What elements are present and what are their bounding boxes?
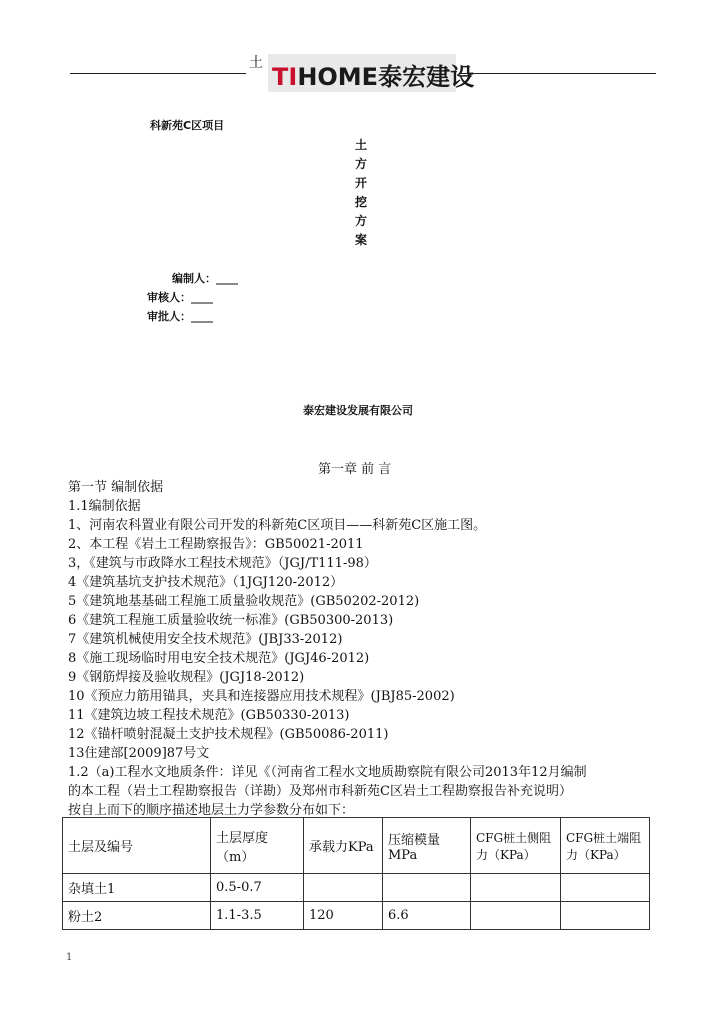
body-line: 1、河南农科置业有限公司开发的科新苑C区项目——科新苑C区施工图。 <box>68 518 487 533</box>
table-header-cell: 承载力KPa <box>304 818 383 874</box>
body-line: 8《施工现场临时用电安全技术规范》(JGJ46-2012) <box>68 651 370 666</box>
table-row <box>63 874 650 902</box>
table-cell <box>471 902 561 930</box>
approver-field: 审批人：____ <box>147 310 213 323</box>
table-cell: 0.5-0.7 <box>211 874 304 902</box>
body-line: 3，《建筑与市政降水工程技术规范》（JGJ/T111-98） <box>68 556 377 571</box>
project-name: 科新苑C区项目 <box>150 119 225 132</box>
body-line: 11《建筑边坡工程技术规范》(GB50330-2013) <box>68 708 350 723</box>
table-cell: 杂填土1 <box>63 874 211 902</box>
soil-parameter-table <box>62 817 650 930</box>
body-line: 9《钢筋焊接及验收规程》(JGJ18-2012) <box>68 670 305 685</box>
table-cell <box>561 874 650 902</box>
logo-prefix: 土 <box>249 55 263 71</box>
table-header-cell: 土层厚度（m） <box>211 818 304 874</box>
title-char-6: 案 <box>355 233 368 247</box>
body-line: 5《建筑地基基础工程施工质量验收规范》(GB50202-2012) <box>68 594 420 609</box>
body-line: 10《预应力筋用锚具，夹具和连接器应用技术规程》(JBJ85-2002) <box>68 689 455 704</box>
title-char-3: 开 <box>355 176 368 190</box>
table-cell <box>383 874 471 902</box>
body-line: 7《建筑机械使用安全技术规范》(JBJ33-2012) <box>68 632 343 647</box>
table-header-row <box>63 818 650 874</box>
table-cell: 120 <box>304 902 383 930</box>
body-line: 1.1编制依据 <box>68 499 141 514</box>
table-header-cell: 压缩模量MPa <box>383 818 471 874</box>
compiler-field: 编制人：____ <box>172 272 238 285</box>
body-line: 13住建部[2009]87号文 <box>68 746 210 761</box>
logo-accent: TI <box>272 63 298 91</box>
title-char-5: 方 <box>355 214 368 228</box>
table-cell: 粉土2 <box>63 902 211 930</box>
reviewer-field: 审核人：____ <box>147 291 213 304</box>
table-header-cell: CFG桩土侧阻力（KPa） <box>471 818 561 874</box>
header-rule-left <box>70 73 246 74</box>
logo-text <box>272 57 474 92</box>
table-header-cell: CFG桩土端阻力（KPa） <box>561 818 650 874</box>
header-rule-right <box>460 73 656 74</box>
body-line: 的本工程（岩土工程勘察报告（详勘）及郑州市科新苑C区岩土工程勘察报告补充说明） <box>68 784 572 799</box>
table-cell <box>471 874 561 902</box>
body-line: 12《锚杆喷射混凝土支护技术规程》(GB50086-2011) <box>68 727 389 742</box>
chapter-title: 第一章 前 言 <box>318 462 392 477</box>
body-line: 6《建筑工程施工质量验收统一标准》(GB50300-2013) <box>68 613 394 628</box>
body-line: 第一节 编制依据 <box>68 480 164 495</box>
body-line: 1.2（a)工程水文地质条件：详见《（河南省工程水文地质勘察院有限公司2013年12月编制 <box>68 765 587 780</box>
body-line: 2、本工程《岩土工程勘察报告》：GB50021-2011 <box>68 537 364 552</box>
table-cell: 1.1-3.5 <box>211 902 304 930</box>
page-number: 1 <box>66 952 73 963</box>
logo-rest: HOME泰宏建设 <box>297 63 475 91</box>
company-name: 泰宏建设发展有限公司 <box>303 404 413 417</box>
table-cell <box>561 902 650 930</box>
body-line: 按自上而下的顺序描述地层土力学参数分布如下： <box>68 803 355 818</box>
body-line: 4《建筑基坑支护技术规范》（1JGJ120-2012） <box>68 575 344 590</box>
table-header-cell: 土层及编号 <box>63 818 211 874</box>
title-char-2: 方 <box>355 157 368 171</box>
table-cell: 6.6 <box>383 902 471 930</box>
table-row <box>63 902 650 930</box>
title-char-4: 挖 <box>355 195 368 209</box>
title-char-1: 土 <box>355 138 368 152</box>
table-cell <box>304 874 383 902</box>
